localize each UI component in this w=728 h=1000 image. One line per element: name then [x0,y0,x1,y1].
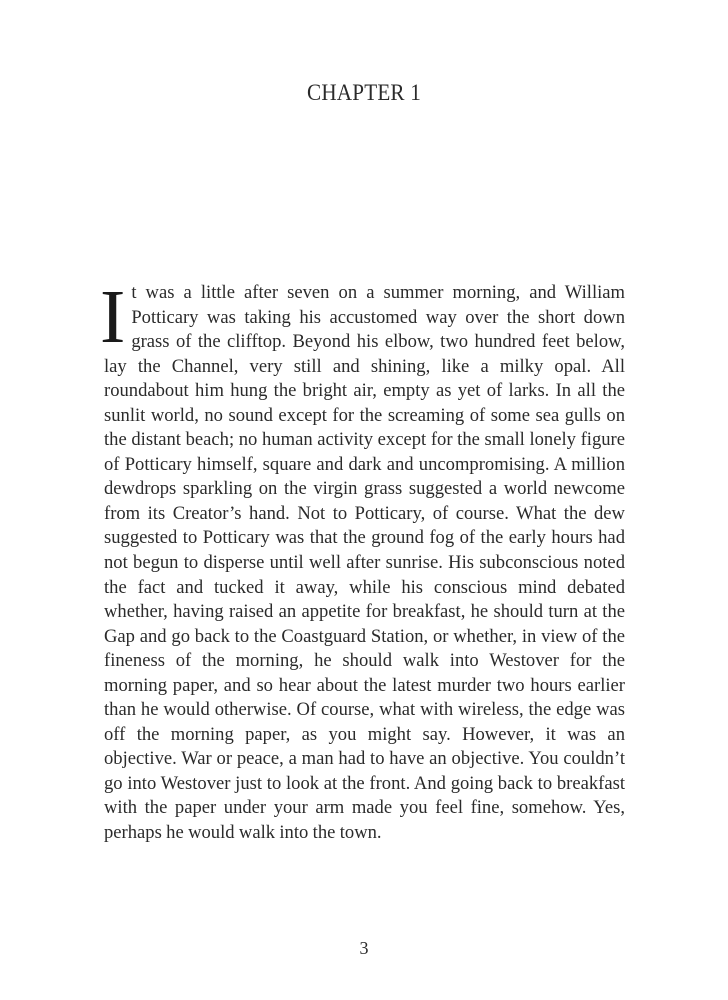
page-number: 3 [359,938,369,958]
paragraph-text: t was a little after seven on a summer morning, and William Potticary was taking his accustomed way over the short down grass of the clifftop. Beyond his elbow, two hundred feet below, lay the Channel, very still and shining, like a milky opal. All roundabout him hung the bright air, empty as yet of larks. In all the sunlit world, no sound except for the screaming of some sea gulls on the distant beach; no human activity except for the small lonely figure of Potticary himself, square and dark and uncompromising. A million dewdrops sparkling on the virgin grass suggested a world newcome from its Creator’s hand. Not to Potticary, of course. What the dew suggested to Potticary was that the ground fog of the early hours had not begun to disperse until well after sunrise. His subconscious noted the fact and tucked it away, while his conscious mind debated whether, having raised an appetite for breakfast, he should turn at the Gap and go back to the Coastguard Station, or whether, in view of the fineness of the morning, he should walk into Westover for the morning paper, and so hear about the latest murder two hours earlier than he would otherwise. Of course, what with wireless, the edge was off the morning paper, as you might say. However, it was an objective. War or peace, a man had to have an objective. You couldn’t go into Westover just to look at the front. And going back to breakfast with the paper under your arm made you feel fine, somehow. Yes, perhaps he would walk into the town. [104,282,625,844]
chapter-paragraph [100,275,625,846]
drop-cap: I [100,275,126,359]
chapter-title: CHAPTER 1 [307,80,421,105]
